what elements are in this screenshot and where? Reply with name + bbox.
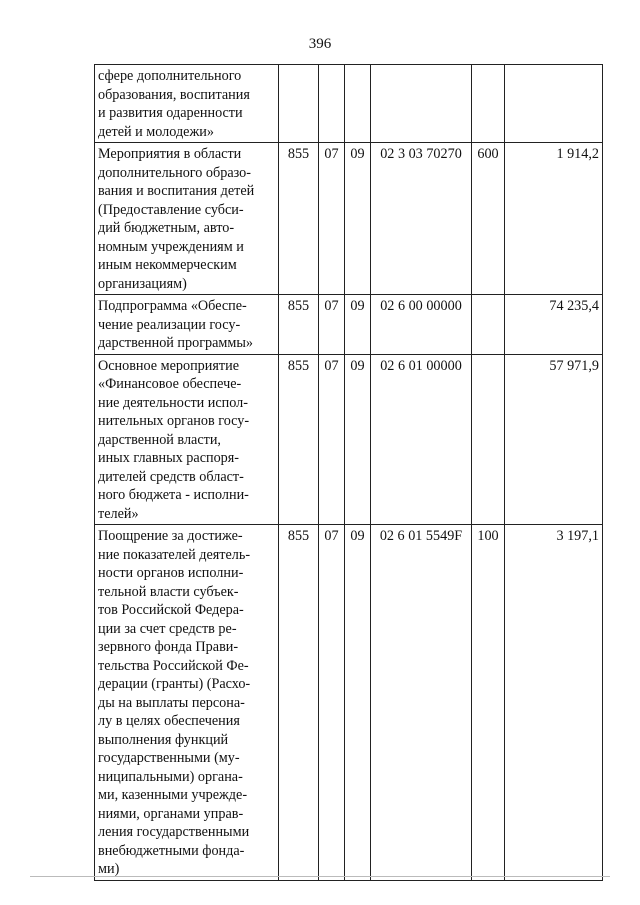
ministry-code-cell: 855 xyxy=(279,525,319,881)
item-name-line: Поощрение за достиже- xyxy=(98,528,243,544)
item-name-line: иным некоммерческим xyxy=(98,257,237,273)
item-name-line: лу в целях обеспечения xyxy=(98,713,240,729)
item-name-line: сфере дополнительного xyxy=(98,68,242,84)
table-row xyxy=(95,143,603,295)
target-article-cell: 02 3 03 70270 xyxy=(371,143,472,295)
subsection-code-cell: 09 xyxy=(345,143,371,295)
item-name-cell xyxy=(95,65,279,143)
item-name-cell xyxy=(95,525,279,881)
target-article-cell: 02 6 01 5549F xyxy=(371,525,472,881)
item-name-line: «Финансовое обеспече- xyxy=(98,376,242,392)
item-name-line: ми) xyxy=(98,861,120,877)
amount-cell: 57 971,9 xyxy=(505,354,603,525)
section-code-cell: 07 xyxy=(319,525,345,881)
table-row xyxy=(95,295,603,355)
page-bottom-rule xyxy=(30,876,610,877)
item-name-line: дарственной власти, xyxy=(98,431,221,448)
item-name-line: тов Российской Федера- xyxy=(98,602,244,618)
subsection-code-cell: 09 xyxy=(345,525,371,881)
table-row xyxy=(95,354,603,525)
item-name-line: номным учреждениям и xyxy=(98,238,244,255)
item-name-line: организациям) xyxy=(98,275,187,292)
item-name-line: Основное мероприятие xyxy=(98,357,239,374)
item-name-line: зервного фонда Прави- xyxy=(98,639,239,655)
section-code-cell: 07 xyxy=(319,354,345,525)
amount-cell: 74 235,4 xyxy=(505,295,603,355)
subsection-code-cell: 09 xyxy=(345,295,371,355)
item-name-line: ного бюджета - исполни- xyxy=(98,487,249,503)
item-name-line: дителей средств област- xyxy=(98,468,244,485)
item-name-line: государственными (му- xyxy=(98,750,240,766)
item-name-line: иных главных распоря- xyxy=(98,450,240,466)
item-name-line: ды на выплаты персона- xyxy=(98,694,245,711)
item-name-cell xyxy=(95,143,279,295)
item-name-line: детей и молодежи» xyxy=(98,123,214,140)
subsection-code-cell xyxy=(345,65,371,143)
item-name-line: телей» xyxy=(98,505,139,522)
item-name-line: ции за счет средств ре- xyxy=(98,620,237,637)
item-name-line: дерации (гранты) (Расхо- xyxy=(98,676,251,692)
item-name-line: чение реализации госу- xyxy=(98,316,241,333)
item-name-line: тельства Российской Фе- xyxy=(98,657,249,674)
expense-type-cell: 100 xyxy=(472,525,505,881)
item-name-line: и развития одаренности xyxy=(98,105,243,121)
expense-type-cell xyxy=(472,65,505,143)
item-name-line: дий бюджетным, авто- xyxy=(98,220,235,236)
item-name-line: дарственной программы» xyxy=(98,335,254,351)
expense-type-cell xyxy=(472,354,505,525)
item-name-cell xyxy=(95,354,279,525)
item-name-line: внебюджетными фонда- xyxy=(98,842,245,859)
ministry-code-cell: 855 xyxy=(279,354,319,525)
section-code-cell: 07 xyxy=(319,295,345,355)
table-body xyxy=(95,65,603,881)
item-name-line: ниями, органами управ- xyxy=(98,805,244,822)
target-article-cell xyxy=(371,65,472,143)
expense-type-cell: 600 xyxy=(472,143,505,295)
item-name-cell xyxy=(95,295,279,355)
page-number: 396 xyxy=(308,36,332,52)
section-code-cell: 07 xyxy=(319,143,345,295)
item-name-line: Мероприятия в области xyxy=(98,146,242,162)
budget-table xyxy=(94,64,603,881)
item-name-line: тельной власти субъек- xyxy=(98,583,239,600)
subsection-code-cell: 09 xyxy=(345,354,371,525)
ministry-code-cell: 855 xyxy=(279,143,319,295)
item-name-line: ления государственными xyxy=(98,824,250,840)
amount-cell xyxy=(505,65,603,143)
item-name-line: вания и воспитания детей xyxy=(98,183,255,199)
target-article-cell: 02 6 01 00000 xyxy=(371,354,472,525)
target-article-cell: 02 6 00 00000 xyxy=(371,295,472,355)
ministry-code-cell xyxy=(279,65,319,143)
item-name-line: (Предоставление субси- xyxy=(98,201,244,218)
item-name-line: ности органов исполни- xyxy=(98,565,244,581)
item-name-line: выполнения функций xyxy=(98,731,229,748)
amount-cell: 3 197,1 xyxy=(505,525,603,881)
expense-type-cell xyxy=(472,295,505,355)
table-row xyxy=(95,525,603,881)
item-name-line: образования, воспитания xyxy=(98,86,250,103)
item-name-line: нительных органов госу- xyxy=(98,413,250,429)
section-code-cell xyxy=(319,65,345,143)
table-row xyxy=(95,65,603,143)
item-name-line: ние показателей деятель- xyxy=(98,546,251,563)
ministry-code-cell: 855 xyxy=(279,295,319,355)
item-name-line: ние деятельности испол- xyxy=(98,394,248,411)
item-name-line: Подпрограмма «Обеспе- xyxy=(98,298,247,314)
item-name-line: дополнительного образо- xyxy=(98,164,251,181)
item-name-line: ниципальными) органа- xyxy=(98,768,243,785)
amount-cell: 1 914,2 xyxy=(505,143,603,295)
item-name-line: ми, казенными учрежде- xyxy=(98,787,248,803)
